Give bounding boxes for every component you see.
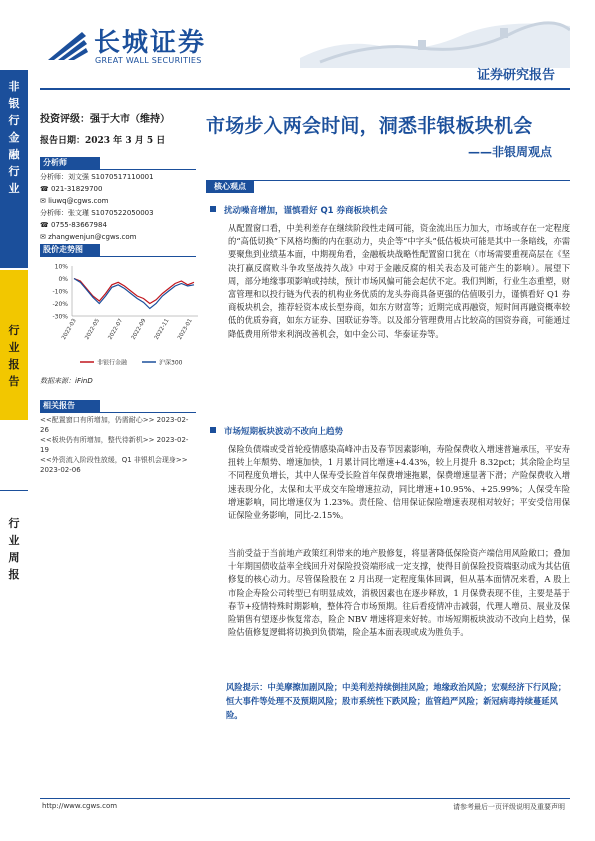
- report-type: 证券研究报告: [476, 68, 555, 83]
- analyst-phone: ☎ 0755-83667984: [40, 221, 107, 229]
- side-tab-weekly: [0, 495, 28, 605]
- report-subtitle: ——非银周观点: [468, 145, 553, 159]
- core-views-title: 核心观点: [206, 180, 254, 193]
- section-divider: [40, 169, 196, 170]
- report-title: 市场步入两会时间，洞悉非银板块机会: [206, 115, 533, 137]
- logo-icon: [44, 26, 90, 64]
- side-tab-label: 行 业 报 告: [8, 324, 20, 388]
- x-tick-label: 2022-07: [107, 318, 125, 341]
- side-tab-label: 行 业 周 报: [8, 517, 20, 581]
- section-heading-text: 市场短期板块波动不改向上趋势: [224, 427, 344, 437]
- chart-source: 数据来源：iFinD: [40, 377, 93, 385]
- footer-divider: [40, 798, 570, 799]
- related-report-link[interactable]: <<板块仍有所增加，整代待新机>> 2023-02-19: [40, 436, 189, 454]
- report-date: 报告日期：2023 年 3 月 5 日: [40, 136, 166, 146]
- bullet-square-icon: [210, 427, 216, 433]
- y-tick-label: -20%: [52, 301, 68, 308]
- header-divider: [40, 88, 570, 90]
- related-section-title: 相关报告: [40, 400, 100, 412]
- side-tab-label: 非 银 行 金 融 行 业: [8, 80, 20, 195]
- analyst-email[interactable]: ✉ liuwq@cgws.com: [40, 197, 109, 205]
- investment-rating: 投资评级：强于大市（维持）: [40, 114, 170, 125]
- y-tick-label: -30%: [52, 313, 68, 321]
- side-tab-divider: [0, 490, 28, 491]
- bullet-square-icon: [210, 206, 216, 212]
- side-tab-report-type: [0, 270, 28, 420]
- logo-subtext: GREAT WALL SECURITIES: [95, 56, 202, 65]
- analyst-section-title: 分析师: [40, 157, 100, 169]
- y-tick-label: -10%: [52, 288, 68, 296]
- risk-warning: 风险提示：中美摩擦加剧风险；中美利差持续倒挂风险；地缘政治风险；宏观经济下行风险；恒大事件等处理不及预期风险；股市系统性下跌风险；监管趋严风险；新冠病毒持续蔓延风险。: [226, 682, 567, 720]
- analyst-line: 分析师：刘文强 S1070517110001: [40, 173, 154, 181]
- trend-section-title: 股价走势图: [40, 244, 100, 256]
- footer-note: 请参考最后一页评级说明及重要声明: [453, 803, 565, 811]
- body-paragraph: 保险负债端或受首轮疫情感染高峰冲击及春节因素影响，寿险保费收入增速普遍承压，平安寿扭转上年颓势、增速加快，1 月累计同比增速+4.43%，较上月提升 8.32pct；其余险企均呈不同程度负增长，其中人保寿受长险首年保费增速拖累，保费增速显著下滑；产险保费收入增速表现分化，太保和太平成交车险增速拉动，同比增速+10.95%、+25.99%；人保受车险增速影响，同比增速仅为 1.23%。责任险、信用保证保险增速表现相对较好；平安受信用保证保险业务影响，同比-2.15%。: [228, 444, 570, 521]
- series-line: [74, 279, 194, 304]
- x-tick-label: 2023-01: [177, 318, 194, 341]
- side-tab-industry: [0, 70, 28, 268]
- stock-trend-chart: [40, 258, 200, 370]
- body-paragraph: 从配置窗口看，中美利差存在继续阶段性走阔可能，资金流出压力加大，市场或存在一定程度的“高低切换”下风格均衡的内在驱动力，央企等“中字头”低估板块可能是其中一条暗线，亦需要聚焦到业绩基本面，中期视角看，金融板块战略性配置窗口犹在（市场需要重视高层在《坚决打赢反腐败斗争攻坚战持久战》中对于金融反腐的相关表态及可能产生的影响）。展望下周，部分地缘事项影响或持续，预计市场风偏可能会起伏不定。我们判断，行业生态重塑，财富管理和以投行链为代表的机构业务优质的龙头券商具备更强的估值吸引力，谨慎看好 Q1 券商板块机会，推荐轻资本成长型券商，如东方财富等；近期完成再融资，短时间再融资概率较低的优质券商，如东方证券、国联证券等。以及部分管理费用占比较高的国资券商，可能通过降低费用所带来利润改善机会，如中金公司、华泰证券等。: [228, 223, 570, 339]
- x-tick-label: 2022-03: [61, 318, 78, 341]
- section-heading: [210, 204, 388, 216]
- y-tick-label: 0%: [58, 276, 68, 283]
- great-wall-illustration: [300, 18, 570, 68]
- x-tick-label: 2022-09: [130, 318, 148, 341]
- legend-label: 沪深300: [159, 359, 183, 367]
- analyst-line: 分析师：张文瑾 S1070522050003: [40, 209, 154, 217]
- footer-url[interactable]: http://www.cgws.com: [42, 802, 118, 810]
- section-heading-text: 扰动噪音增加，谨慎看好 Q1 券商板块机会: [224, 206, 388, 216]
- section-divider: [206, 180, 570, 181]
- legend-label: 非银行金融: [97, 359, 128, 367]
- y-tick-label: 10%: [54, 263, 68, 271]
- logo-text: 长城证券: [94, 28, 207, 58]
- section-heading: [210, 425, 343, 437]
- section-divider: [40, 256, 196, 257]
- body-paragraph: 当前受益于当前地产政策红利带来的地产股修复，将显著降低保险资产端信用风险敞口；叠加十年期国债收益率全线回升对保险投资端形成一定支撑，使得目前保险投资端驱动成为其估值修复的核心动力。尽管保险股在 2 月出现一定程度集体回调，但从基本面情况来看，A 股上市险企寿险公司转型已有明显成效，消极因素也在逐步释放，1 月保费表现不佳，主要是基于春节+疫情特殊时期影响，整体符合市场预期。往后看疫情冲击减弱，代理人增员、展业及保险销售有望逐步恢复常态，险企 NBV 增速将迎来好转。市场短期板块波动不改向上趋势，保险估值修复逻辑将切换到负债端，险企基本面表现或成为胜负手。: [228, 548, 570, 638]
- analyst-phone: ☎ 021-31829700: [40, 185, 103, 193]
- section-divider: [40, 412, 196, 413]
- x-tick-label: 2022-05: [84, 318, 101, 341]
- analyst-email[interactable]: ✉ zhangwenjun@cgws.com: [40, 233, 137, 241]
- related-report-link[interactable]: <<外资流入阶段性放缓，Q1 非银机会现身>> 2023-02-06: [40, 456, 188, 474]
- x-tick-label: 2022-11: [153, 318, 171, 341]
- related-report-link[interactable]: <<配置窗口有所增加，仍需耐心>> 2023-02-26: [40, 416, 189, 434]
